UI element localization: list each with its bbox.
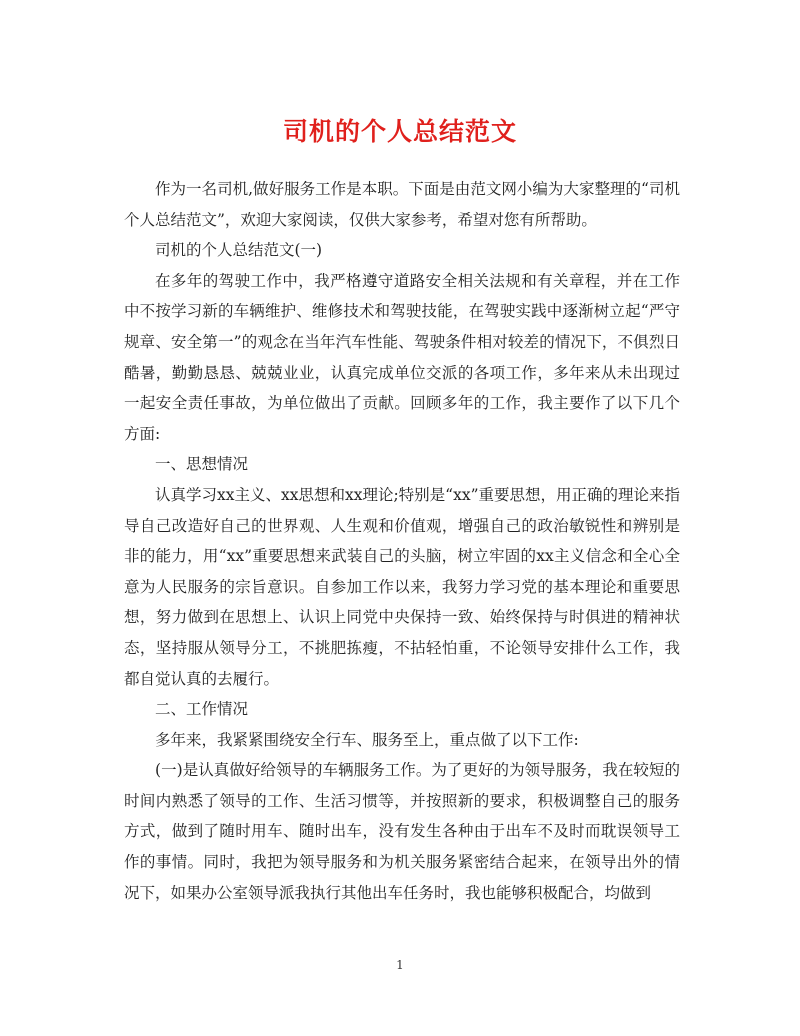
intro-paragraph: 作为一名司机,做好服务工作是本职。下面是由范文网小编为大家整理的“司机个人总结范文”，欢迎大家阅读，仅供大家参考，希望对您有所帮助。: [124, 180, 680, 229]
section-heading-work: 二、工作情况: [155, 700, 249, 719]
section-heading-thoughts: 一、思想情况: [155, 455, 249, 474]
body-paragraph: (一)是认真做好给领导的车辆服务工作。为了更好的为领导服务，我在较短的时间内熟悉了领导的工作、生活习惯等，并按照新的要求，积极调整自己的服务方式，做到了随时用车、随时出车，没有发生各种由于出车不及时而耽误领导工作的事情。同时，我把为领导服务和为机关服务紧密结合起来，在领导出外的情况下，如果办公室领导派我执行其他出车任务时，我也能够积极配合，均做到: [124, 761, 680, 902]
document-body: [124, 174, 680, 908]
body-paragraph: 认真学习xx主义、xx思想和xx理论;特别是“xx”重要思想，用正确的理论来指导自己改造好自己的世界观、人生观和价值观，增强自己的政治敏锐性和辨别是非的能力，用“xx”重要思想来武装自己的头脑，树立牢固的xx主义信念和全心全意为人民服务的宗旨意识。自参加工作以来，我努力学习党的基本理论和重要思想，努力做到在思想上、认识上同党中央保持一致、始终保持与时俱进的精神状态，坚持服从领导分工，不挑肥拣瘦，不拈轻怕重，不论领导安排什么工作，我都自觉认真的去履行。: [124, 485, 681, 688]
document-title: 司机的个人总结范文: [282, 117, 517, 146]
body-paragraph: 在多年的驾驶工作中，我严格遵守道路安全相关法规和有关章程，并在工作中不按学习新的车辆维护、维修技术和驾驶技能，在驾驶实践中逐渐树立起“严守规章、安全第一”的观念在当年汽车性能、驾驶条件相对较差的情况下，不俱烈日酷暑，勤勤恳恳、兢兢业业，认真完成单位交派的各项工作，多年来从未出现过一起安全责任事故，为单位做出了贡献。回顾多年的工作，我主要作了以下几个方面:: [124, 271, 680, 443]
section-heading-sample-one: 司机的个人总结范文(一): [155, 241, 323, 260]
page-number: 1: [396, 958, 404, 972]
body-paragraph: 多年来，我紧紧围绕安全行车、服务至上，重点做了以下工作:: [155, 730, 579, 749]
